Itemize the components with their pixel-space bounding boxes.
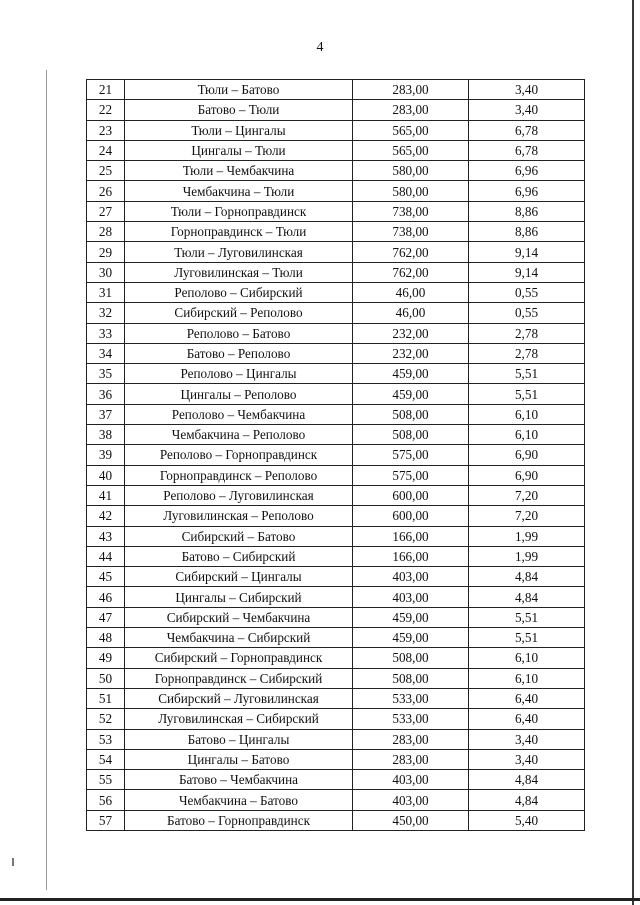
route-cell: Батово – Тюли [125, 100, 353, 120]
table-row [87, 80, 585, 100]
distance-cell: 46,00 [353, 303, 469, 323]
distance-cell: 575,00 [353, 445, 469, 465]
table-row [87, 587, 585, 607]
distance-cell: 508,00 [353, 404, 469, 424]
distance-cell: 508,00 [353, 668, 469, 688]
distance-cell: 283,00 [353, 749, 469, 769]
route-cell: Луговилинская – Реполово [125, 506, 353, 526]
fare-cell: 4,84 [469, 770, 585, 790]
row-number-cell: 49 [87, 648, 125, 668]
distance-cell: 283,00 [353, 100, 469, 120]
route-cell: Цингалы – Тюли [125, 140, 353, 160]
fare-cell: 8,86 [469, 201, 585, 221]
row-number-cell: 27 [87, 201, 125, 221]
row-number-cell: 25 [87, 161, 125, 181]
distance-cell: 738,00 [353, 222, 469, 242]
table-row [87, 445, 585, 465]
row-number-cell: 45 [87, 567, 125, 587]
table-row [87, 343, 585, 363]
table-row [87, 810, 585, 830]
route-cell: Луговилинская – Сибирский [125, 709, 353, 729]
row-number-cell: 55 [87, 770, 125, 790]
fare-cell: 9,14 [469, 262, 585, 282]
fare-cell: 1,99 [469, 526, 585, 546]
row-number-cell: 43 [87, 526, 125, 546]
table-row [87, 749, 585, 769]
table-row [87, 161, 585, 181]
page-number: 4 [316, 40, 324, 55]
row-number-cell: 57 [87, 810, 125, 830]
fare-cell: 9,14 [469, 242, 585, 262]
row-number-cell: 41 [87, 485, 125, 505]
distance-cell: 46,00 [353, 282, 469, 302]
fare-cell: 2,78 [469, 323, 585, 343]
fare-cell: 5,51 [469, 384, 585, 404]
distance-cell: 533,00 [353, 709, 469, 729]
table-row [87, 384, 585, 404]
row-number-cell: 46 [87, 587, 125, 607]
routes-table-body [87, 80, 585, 831]
table-row [87, 770, 585, 790]
fare-cell: 3,40 [469, 729, 585, 749]
route-cell: Батово – Горноправдинск [125, 810, 353, 830]
table-row [87, 404, 585, 424]
route-cell: Реполово – Цингалы [125, 364, 353, 384]
fare-cell: 6,96 [469, 161, 585, 181]
route-cell: Батово – Сибирский [125, 546, 353, 566]
distance-cell: 459,00 [353, 607, 469, 627]
left-margin-line [46, 70, 47, 890]
row-number-cell: 30 [87, 262, 125, 282]
distance-cell: 283,00 [353, 80, 469, 100]
route-cell: Тюли – Луговилинская [125, 242, 353, 262]
row-number-cell: 21 [87, 80, 125, 100]
row-number-cell: 23 [87, 120, 125, 140]
table-row [87, 668, 585, 688]
route-cell: Сибирский – Реполово [125, 303, 353, 323]
fare-cell: 6,10 [469, 425, 585, 445]
route-cell: Реполово – Луговилинская [125, 485, 353, 505]
distance-cell: 283,00 [353, 729, 469, 749]
table-row [87, 546, 585, 566]
fare-cell: 4,84 [469, 790, 585, 810]
table-row [87, 729, 585, 749]
route-cell: Тюли – Цингалы [125, 120, 353, 140]
table-row [87, 567, 585, 587]
table-row [87, 628, 585, 648]
fare-cell: 5,51 [469, 628, 585, 648]
table-row [87, 465, 585, 485]
table-row [87, 140, 585, 160]
row-number-cell: 39 [87, 445, 125, 465]
table-row [87, 364, 585, 384]
table-row [87, 323, 585, 343]
row-number-cell: 32 [87, 303, 125, 323]
route-cell: Сибирский – Цингалы [125, 567, 353, 587]
routes-table [86, 79, 585, 831]
route-cell: Цингалы – Сибирский [125, 587, 353, 607]
table-row [87, 100, 585, 120]
distance-cell: 403,00 [353, 770, 469, 790]
row-number-cell: 54 [87, 749, 125, 769]
fare-cell: 5,51 [469, 607, 585, 627]
distance-cell: 508,00 [353, 648, 469, 668]
route-cell: Сибирский – Горноправдинск [125, 648, 353, 668]
table-row [87, 262, 585, 282]
distance-cell: 403,00 [353, 790, 469, 810]
table-row [87, 242, 585, 262]
row-number-cell: 53 [87, 729, 125, 749]
fare-cell: 6,96 [469, 181, 585, 201]
row-number-cell: 44 [87, 546, 125, 566]
table-row [87, 485, 585, 505]
table-row [87, 790, 585, 810]
table-row [87, 303, 585, 323]
fare-cell: 6,40 [469, 688, 585, 708]
row-number-cell: 51 [87, 688, 125, 708]
fare-cell: 6,10 [469, 648, 585, 668]
row-number-cell: 31 [87, 282, 125, 302]
fare-cell: 7,20 [469, 485, 585, 505]
route-cell: Тюли – Чембакчина [125, 161, 353, 181]
row-number-cell: 42 [87, 506, 125, 526]
distance-cell: 450,00 [353, 810, 469, 830]
scan-speck [12, 858, 14, 866]
distance-cell: 403,00 [353, 587, 469, 607]
row-number-cell: 47 [87, 607, 125, 627]
table-row [87, 282, 585, 302]
fare-cell: 2,78 [469, 343, 585, 363]
fare-cell: 6,78 [469, 140, 585, 160]
table-row [87, 709, 585, 729]
route-cell: Луговилинская – Тюли [125, 262, 353, 282]
distance-cell: 600,00 [353, 485, 469, 505]
row-number-cell: 36 [87, 384, 125, 404]
row-number-cell: 52 [87, 709, 125, 729]
distance-cell: 762,00 [353, 242, 469, 262]
row-number-cell: 50 [87, 668, 125, 688]
table-row [87, 181, 585, 201]
distance-cell: 232,00 [353, 343, 469, 363]
table-row [87, 506, 585, 526]
route-cell: Сибирский – Батово [125, 526, 353, 546]
distance-cell: 403,00 [353, 567, 469, 587]
row-number-cell: 40 [87, 465, 125, 485]
fare-cell: 6,90 [469, 445, 585, 465]
row-number-cell: 38 [87, 425, 125, 445]
fare-cell: 3,40 [469, 749, 585, 769]
fare-cell: 1,99 [469, 546, 585, 566]
row-number-cell: 34 [87, 343, 125, 363]
table-row [87, 526, 585, 546]
fare-cell: 5,51 [469, 364, 585, 384]
distance-cell: 459,00 [353, 628, 469, 648]
fare-cell: 6,10 [469, 404, 585, 424]
bottom-edge-line [0, 898, 640, 901]
route-cell: Горноправдинск – Сибирский [125, 668, 353, 688]
row-number-cell: 28 [87, 222, 125, 242]
distance-cell: 600,00 [353, 506, 469, 526]
route-cell: Горноправдинск – Реполово [125, 465, 353, 485]
table-row [87, 120, 585, 140]
route-cell: Цингалы – Батово [125, 749, 353, 769]
distance-cell: 762,00 [353, 262, 469, 282]
table-row [87, 648, 585, 668]
distance-cell: 166,00 [353, 526, 469, 546]
fare-cell: 7,20 [469, 506, 585, 526]
route-cell: Батово – Реполово [125, 343, 353, 363]
route-cell: Чембакчина – Тюли [125, 181, 353, 201]
row-number-cell: 37 [87, 404, 125, 424]
distance-cell: 738,00 [353, 201, 469, 221]
distance-cell: 166,00 [353, 546, 469, 566]
route-cell: Реполово – Батово [125, 323, 353, 343]
row-number-cell: 56 [87, 790, 125, 810]
route-cell: Батово – Чембакчина [125, 770, 353, 790]
route-cell: Сибирский – Чембакчина [125, 607, 353, 627]
route-cell: Чембакчина – Батово [125, 790, 353, 810]
distance-cell: 565,00 [353, 120, 469, 140]
fare-cell: 6,10 [469, 668, 585, 688]
fare-cell: 6,78 [469, 120, 585, 140]
row-number-cell: 48 [87, 628, 125, 648]
route-cell: Тюли – Горноправдинск [125, 201, 353, 221]
route-cell: Тюли – Батово [125, 80, 353, 100]
distance-cell: 232,00 [353, 323, 469, 343]
table-row [87, 425, 585, 445]
fare-cell: 6,90 [469, 465, 585, 485]
fare-cell: 4,84 [469, 567, 585, 587]
route-cell: Горноправдинск – Тюли [125, 222, 353, 242]
fare-cell: 6,40 [469, 709, 585, 729]
distance-cell: 575,00 [353, 465, 469, 485]
distance-cell: 459,00 [353, 384, 469, 404]
row-number-cell: 35 [87, 364, 125, 384]
route-cell: Реполово – Сибирский [125, 282, 353, 302]
fare-cell: 5,40 [469, 810, 585, 830]
route-cell: Цингалы – Реполово [125, 384, 353, 404]
distance-cell: 459,00 [353, 364, 469, 384]
distance-cell: 565,00 [353, 140, 469, 160]
right-edge-line [632, 0, 634, 905]
row-number-cell: 26 [87, 181, 125, 201]
table-row [87, 201, 585, 221]
route-cell: Реполово – Горноправдинск [125, 445, 353, 465]
distance-cell: 580,00 [353, 181, 469, 201]
distance-cell: 508,00 [353, 425, 469, 445]
row-number-cell: 22 [87, 100, 125, 120]
fare-cell: 0,55 [469, 303, 585, 323]
row-number-cell: 33 [87, 323, 125, 343]
distance-cell: 533,00 [353, 688, 469, 708]
row-number-cell: 24 [87, 140, 125, 160]
route-cell: Реполово – Чембакчина [125, 404, 353, 424]
table-row [87, 607, 585, 627]
row-number-cell: 29 [87, 242, 125, 262]
route-cell: Чембакчина – Реполово [125, 425, 353, 445]
fare-cell: 3,40 [469, 80, 585, 100]
fare-cell: 4,84 [469, 587, 585, 607]
fare-cell: 3,40 [469, 100, 585, 120]
table-row [87, 688, 585, 708]
route-cell: Батово – Цингалы [125, 729, 353, 749]
fare-cell: 0,55 [469, 282, 585, 302]
distance-cell: 580,00 [353, 161, 469, 181]
fare-cell: 8,86 [469, 222, 585, 242]
table-row [87, 222, 585, 242]
route-cell: Чембакчина – Сибирский [125, 628, 353, 648]
route-cell: Сибирский – Луговилинская [125, 688, 353, 708]
